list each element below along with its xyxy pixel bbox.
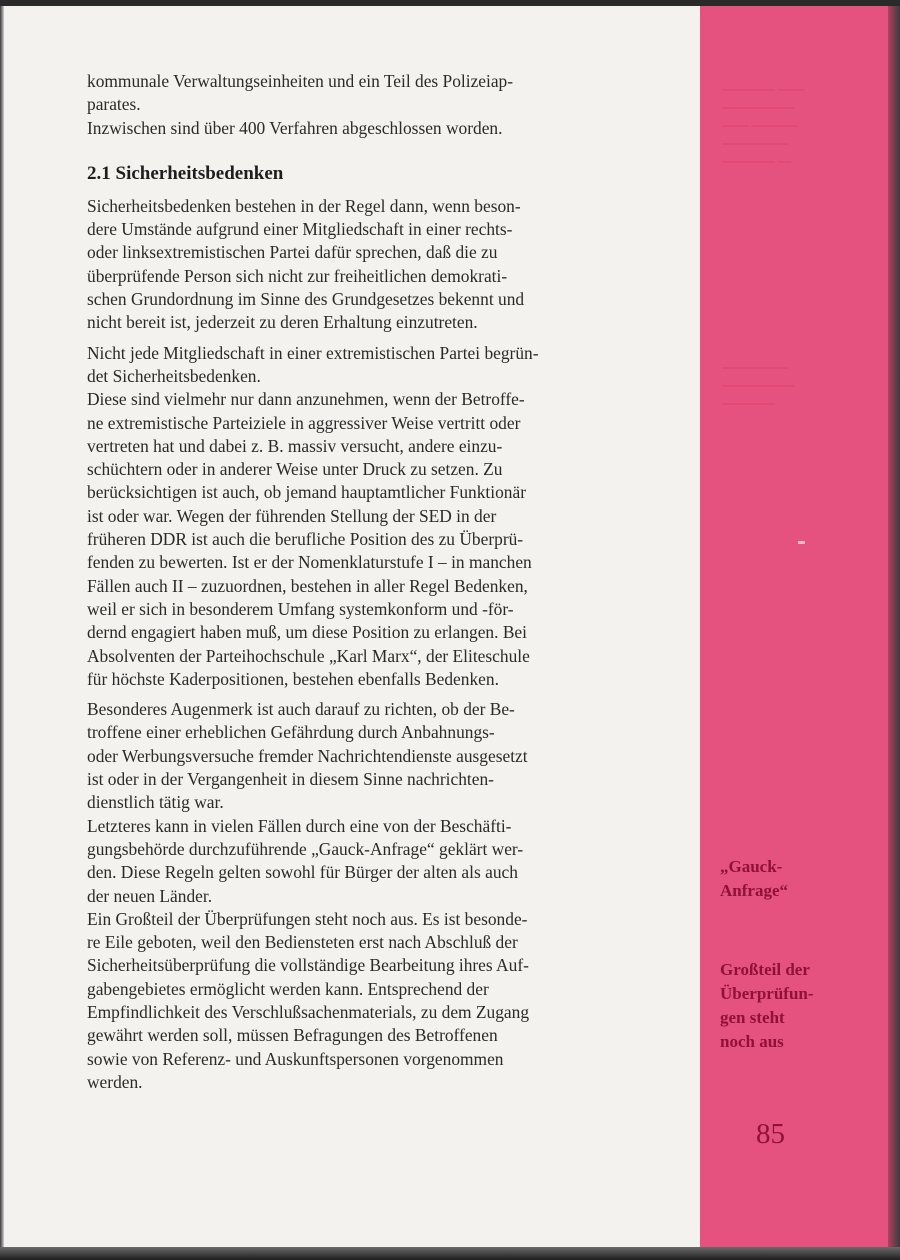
text-line: sowie von Referenz- und Auskunftspersonen vorgenommen: [87, 1048, 504, 1069]
scan-shadow-left: [0, 0, 4, 1260]
text-line: Fällen auch II – zuzuordnen, bestehen in aller Regel Bedenken,: [87, 575, 528, 596]
text-line: den. Diese Regeln gelten sowohl für Bürger der alten als auch: [87, 862, 518, 883]
text-line: schüchtern oder in anderer Weise unter Druck zu setzen. Zu: [87, 459, 503, 480]
text-line: überprüfende Person sich nicht zur freiheitlichen demokrati-: [87, 265, 508, 286]
scan-speck: [798, 541, 805, 544]
text-line: Diese sind vielmehr nur dann anzunehmen, wenn der Betroffe-: [87, 389, 525, 410]
paragraph: [87, 342, 642, 389]
text-line: der neuen Länder.: [87, 885, 213, 906]
text-line: dernd engagiert haben muß, um diese Position zu erlangen. Bei: [87, 622, 527, 643]
margin-note-line: Überprüfun-: [720, 984, 814, 1003]
margin-note-line: „Gauck-: [720, 857, 783, 876]
text-line: fenden zu bewerten. Ist er der Nomenklaturstufe I – in manchen: [87, 552, 532, 573]
text-line: schen Grundordnung im Sinne des Grundgesetzes bekennt und: [87, 289, 525, 310]
margin-note-line: Anfrage“: [720, 881, 788, 900]
text-line: Sicherheitsbedenken bestehen in der Regel dann, wenn beson-: [87, 195, 521, 216]
text-line: Ein Großteil der Überprüfungen steht noch aus. Es ist besonde-: [87, 908, 528, 929]
text-line: für höchste Kaderpositionen, bestehen ebenfalls Bedenken.: [87, 668, 499, 689]
page-number: 85: [756, 1118, 785, 1150]
text-line: Empfindlichkeit des Verschlußsachenmaterials, zu dem Zugang: [87, 1001, 530, 1022]
margin-note-line: noch aus: [720, 1032, 784, 1051]
text-line: re Eile geboten, weil den Bediensteten erst nach Abschluß der: [87, 932, 518, 953]
text-line: gungsbehörde durchzuführende „Gauck-Anfrage“ geklärt wer-: [87, 838, 524, 859]
text-line: Inzwischen sind über 400 Verfahren abgeschlossen worden.: [87, 117, 503, 138]
text-line: oder linksextremistischen Partei dafür sprechen, daß die zu: [87, 242, 498, 263]
text-line: Besonderes Augenmerk ist auch darauf zu richten, ob der Be-: [87, 699, 515, 720]
paragraph: [87, 815, 642, 908]
text-line: troffene einer erheblichen Gefährdung durch Anbahnungs-: [87, 722, 495, 743]
text-line: oder Werbungsversuche fremder Nachrichtendienste ausgesetzt: [87, 745, 528, 766]
paragraph: [87, 195, 642, 335]
text-line: nicht bereit ist, jederzeit zu deren Erhaltung einzutreten.: [87, 312, 478, 333]
bleed-through-decoration: ━━━━━━━━━━ ━━━━━━━━━━━ ━━━━━━━━: [722, 363, 795, 411]
text-line: gabengebietes ermöglicht werden kann. Entsprechend der: [87, 978, 489, 999]
text-line: dere Umstände aufgrund einer Mitgliedschaft in einer rechts-: [87, 219, 513, 240]
paragraph: [87, 117, 642, 140]
text-line: kommunale Verwaltungseinheiten und ein Teil des Polizeiap-: [87, 71, 514, 91]
margin-note-line: Großteil der: [720, 960, 810, 979]
text-line: ne extremistische Parteiziele in aggressiver Weise vertritt oder: [87, 412, 521, 433]
margin-note-gauck-anfrage: [720, 855, 870, 903]
text-line: gewährt werden soll, müssen Befragungen des Betroffenen: [87, 1025, 498, 1046]
body-text: [87, 70, 642, 1094]
scan-shadow-top: [0, 0, 900, 6]
text-line: vertreten hat und dabei z. B. massiv versucht, andere einzu-: [87, 435, 503, 456]
paragraph: [87, 908, 642, 1094]
paragraph: [87, 698, 642, 814]
scan-shadow-bottom: [0, 1247, 900, 1260]
margin-note-grossteil: [720, 958, 870, 1054]
section-heading: 2.1 Sicherheitsbedenken: [87, 162, 284, 184]
paragraph: [87, 70, 642, 117]
text-line: berücksichtigen ist auch, ob jemand hauptamtlicher Funktionär: [87, 482, 526, 503]
text-line: früheren DDR ist auch die berufliche Position des zu Überprü-: [87, 529, 524, 550]
text-line: dienstlich tätig war.: [87, 792, 224, 813]
text-line: ist oder war. Wegen der führenden Stellung der SED in der: [87, 505, 497, 526]
text-line: Sicherheitsüberprüfung die vollständige Bearbeitung ihres Auf-: [87, 955, 529, 976]
margin-note-line: gen steht: [720, 1008, 785, 1027]
text-line: parates.: [87, 94, 141, 115]
text-line: ist oder in der Vergangenheit in diesem Sinne nachrichten-: [87, 769, 494, 790]
text-line: Nicht jede Mitgliedschaft in einer extremistischen Partei begrün-: [87, 342, 539, 363]
text-line: Letzteres kann in vielen Fällen durch eine von der Beschäfti-: [87, 815, 512, 836]
text-line: weil er sich in besonderem Umfang systemkonform und -för-: [87, 598, 514, 619]
text-line: Absolventen der Parteihochschule „Karl Marx“, der Eliteschule: [87, 645, 530, 666]
sidebar-page-edge: [888, 0, 900, 1260]
text-line: werden.: [87, 1071, 143, 1092]
paragraph: [87, 388, 642, 691]
margin-sidebar: [700, 4, 890, 1247]
bleed-through-decoration: ━━━━━━━━ ━━━━ ━━━━━━━━━━━ ━━━━ ━━━━━━━ ━━━━━━━━━━ ━━━━━━━━ ━━: [722, 85, 805, 169]
text-line: det Sicherheitsbedenken.: [87, 365, 261, 386]
